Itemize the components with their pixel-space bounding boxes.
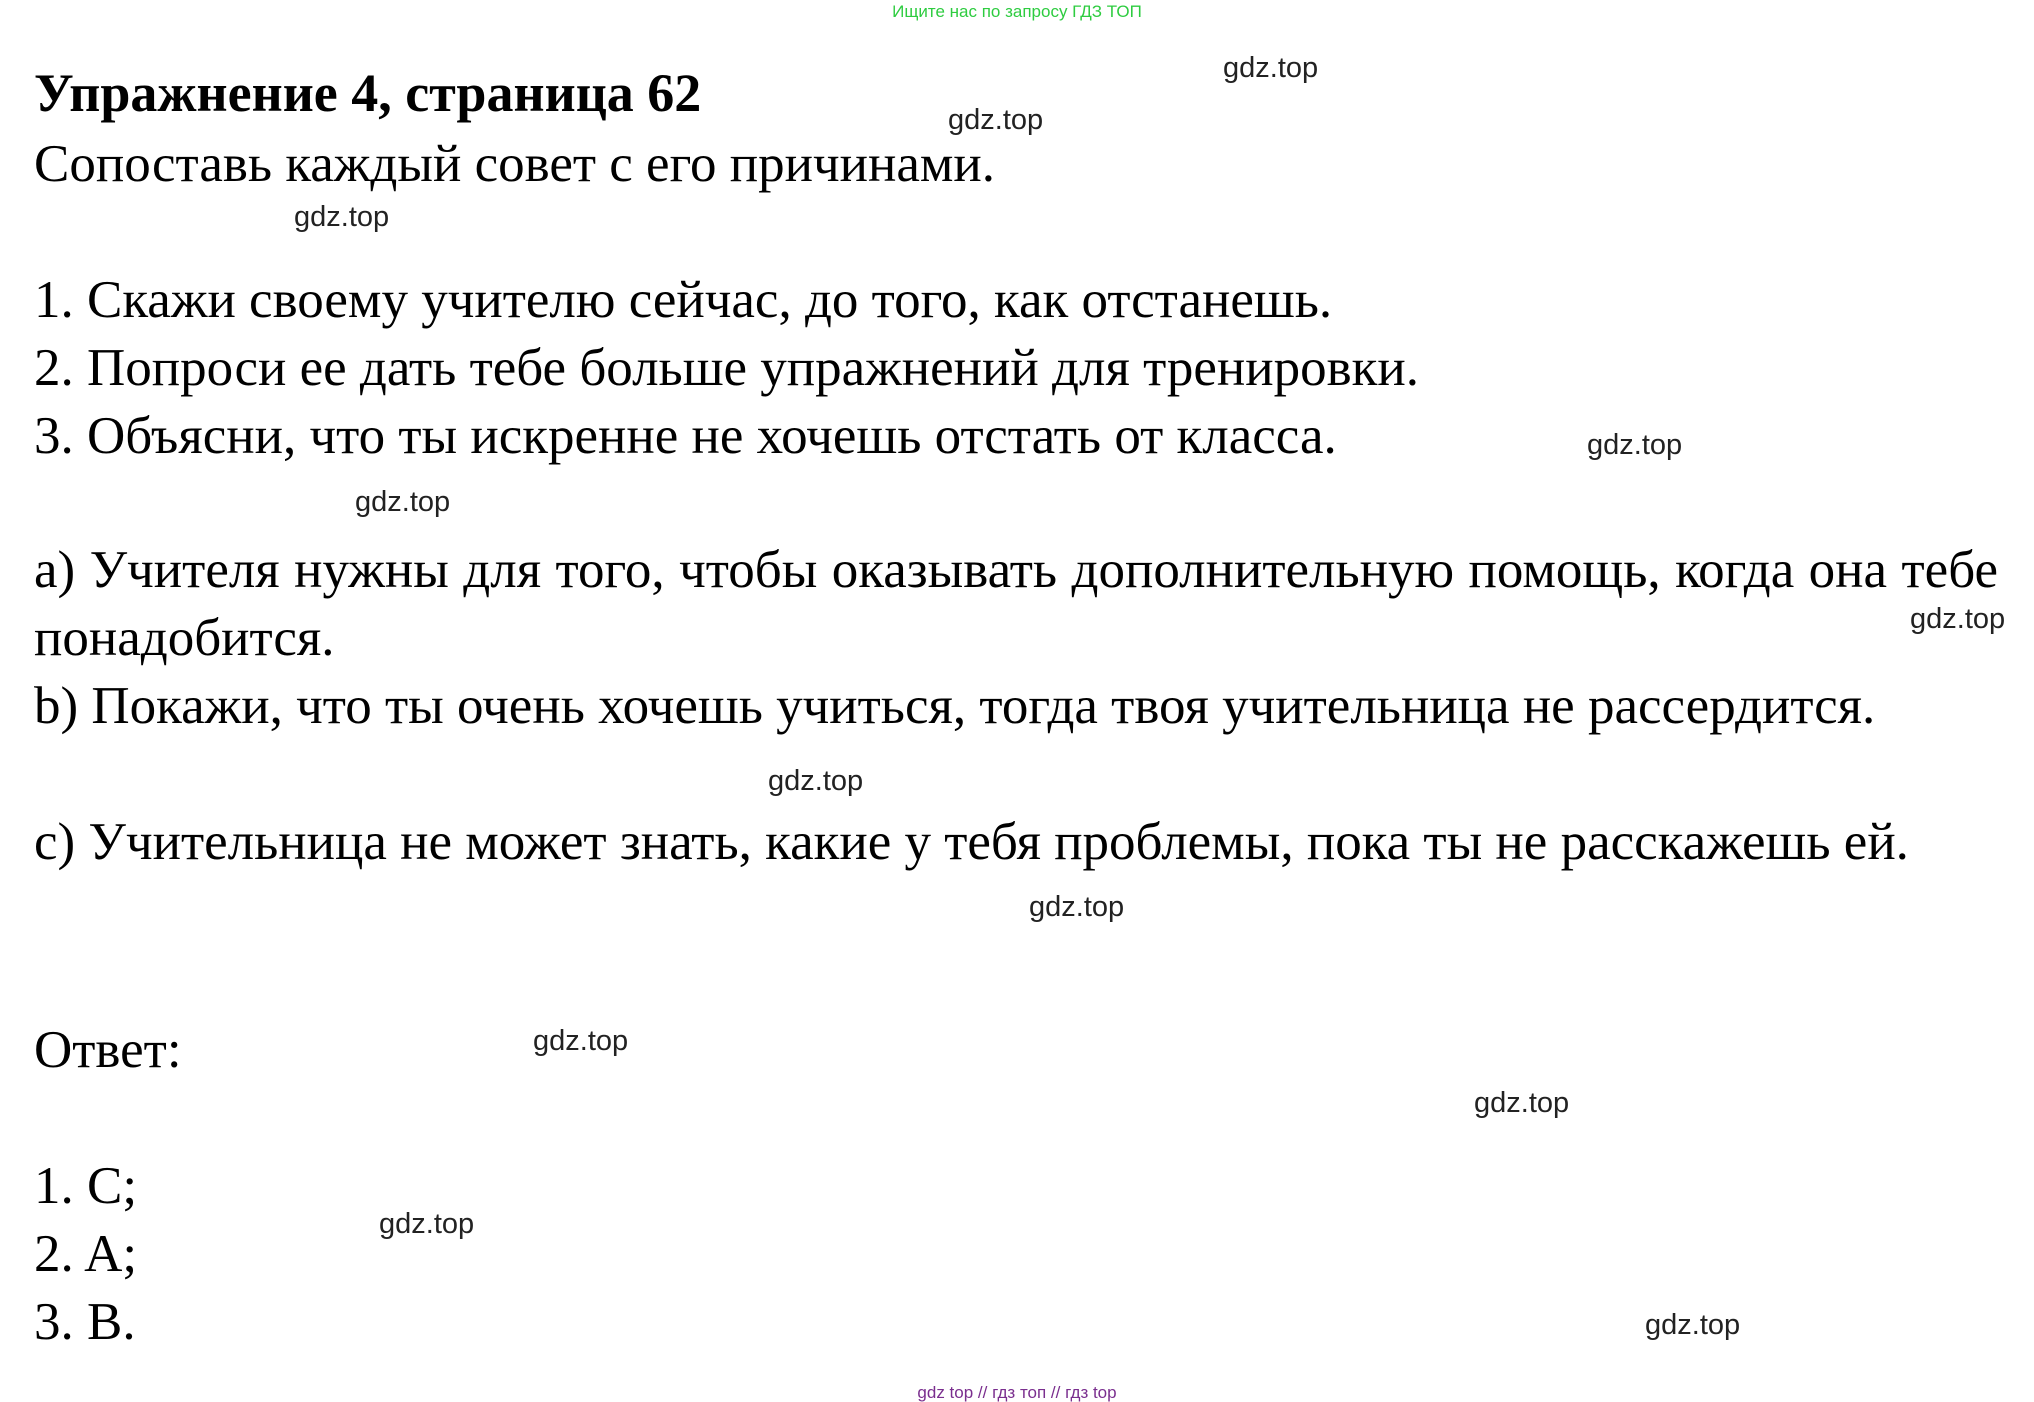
watermark: gdz.top bbox=[1223, 52, 1319, 84]
watermark: gdz.top bbox=[294, 201, 390, 233]
watermark: gdz.top bbox=[1474, 1087, 1570, 1119]
answer-item-2: 2. A; bbox=[34, 1225, 138, 1283]
reason-item-c: c) Учительница не может знать, какие у тебя проблемы, пока ты не расскажешь ей. bbox=[34, 813, 1909, 871]
watermark: gdz.top bbox=[533, 1025, 629, 1057]
watermark: gdz.top bbox=[1910, 603, 2006, 635]
reason-item-a: a) Учителя нужны для того, чтобы оказывать дополнительную помощь, когда она тебе понадобится. bbox=[34, 541, 1998, 667]
answer-label: Ответ: bbox=[34, 1021, 182, 1079]
watermark: gdz.top bbox=[948, 104, 1044, 136]
tip-item-3: 3. Объясни, что ты искренне не хочешь отстать от класса. bbox=[34, 407, 1337, 465]
reason-item-b: b) Покажи, что ты очень хочешь учиться, тогда твоя учительница не рассердится. bbox=[34, 677, 1876, 735]
tip-item-2: 2. Попроси ее дать тебе больше упражнений для тренировки. bbox=[34, 339, 1420, 397]
watermark: gdz.top bbox=[379, 1208, 475, 1240]
watermark: gdz.top bbox=[768, 765, 864, 797]
answer-item-1: 1. C; bbox=[34, 1157, 138, 1215]
watermark: gdz.top bbox=[1645, 1309, 1741, 1341]
exercise-title: Упражнение 4, страница 62 bbox=[34, 63, 702, 123]
bottom-banner: gdz top // гдз топ // гдз top bbox=[917, 1383, 1117, 1402]
watermark: gdz.top bbox=[1587, 429, 1683, 461]
tip-item-1: 1. Скажи своему учителю сейчас, до того, как отстанешь. bbox=[34, 271, 1333, 329]
watermark: gdz.top bbox=[1029, 891, 1125, 923]
instruction-text: Сопоставь каждый совет с его причинами. bbox=[34, 135, 996, 193]
top-banner: Ищите нас по запросу ГДЗ ТОП bbox=[892, 2, 1142, 21]
watermark: gdz.top bbox=[355, 486, 451, 518]
answer-item-3: 3. B. bbox=[34, 1293, 136, 1351]
